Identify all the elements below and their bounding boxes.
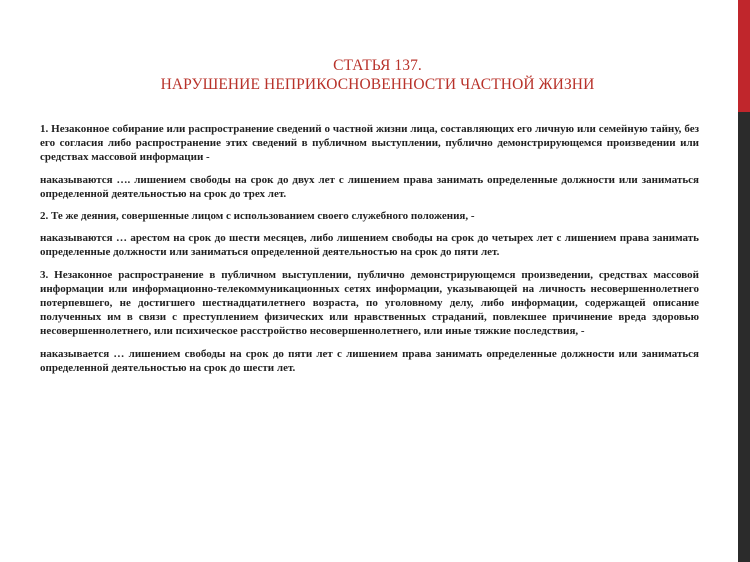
paragraph-3: 2. Те же деяния, совершенные лицом с использованием своего служебного положения, - — [40, 210, 475, 223]
paragraph-1: 1. Незаконное собирание или распространение сведений о частной жизни лица, составляющих его личную или семейную тайну, без его согласия либо распространение этих сведений в публичном выступлении, публично демонстрирующемся произведении или средствах массовой информации - — [40, 123, 699, 164]
title-line-1: СТАТЬЯ 137. — [333, 57, 422, 74]
paragraph-4: наказываются … арестом на срок до шести месяцев, либо лишением свободы на срок до четырех лет с лишением права занимать определенные должности или заниматься определенной деятельностью на срок до пяти лет. — [40, 232, 699, 259]
article-body — [40, 122, 699, 383]
paragraph-6: наказывается … лишением свободы на срок до пяти лет с лишением права занимать определенные должности или заниматься определенной деятельностью на срок до шести лет. — [40, 347, 699, 374]
title-line-2: НАРУШЕНИЕ НЕПРИКОСНОВЕННОСТИ ЧАСТНОЙ ЖИЗНИ — [160, 76, 595, 93]
right-edge-accent — [738, 0, 750, 112]
slide-title — [40, 56, 715, 94]
paragraph-5: 3. Незаконное распространение в публичном выступлении, публично демонстрирующемся произведении, средствах массовой информации или информационно-телекоммуникационных сетях информации, указывающей на личность несовершеннолетнего потерпевшего, не достигшего шестнадцатилетнего возраста, по уголовному делу, либо информации, содержащей описание полученных им в связи с преступлением физических или нравственных страданий, повлекшее причинение вреда здоровью несовершеннолетнего, или психическое расстройство несовершеннолетнего, или иные тяжкие последствия, - — [40, 268, 699, 338]
paragraph-2: наказываются …. лишением свободы на срок до двух лет с лишением права занимать определенные должности или заниматься определенной деятельностью на срок до трех лет. — [40, 173, 699, 200]
